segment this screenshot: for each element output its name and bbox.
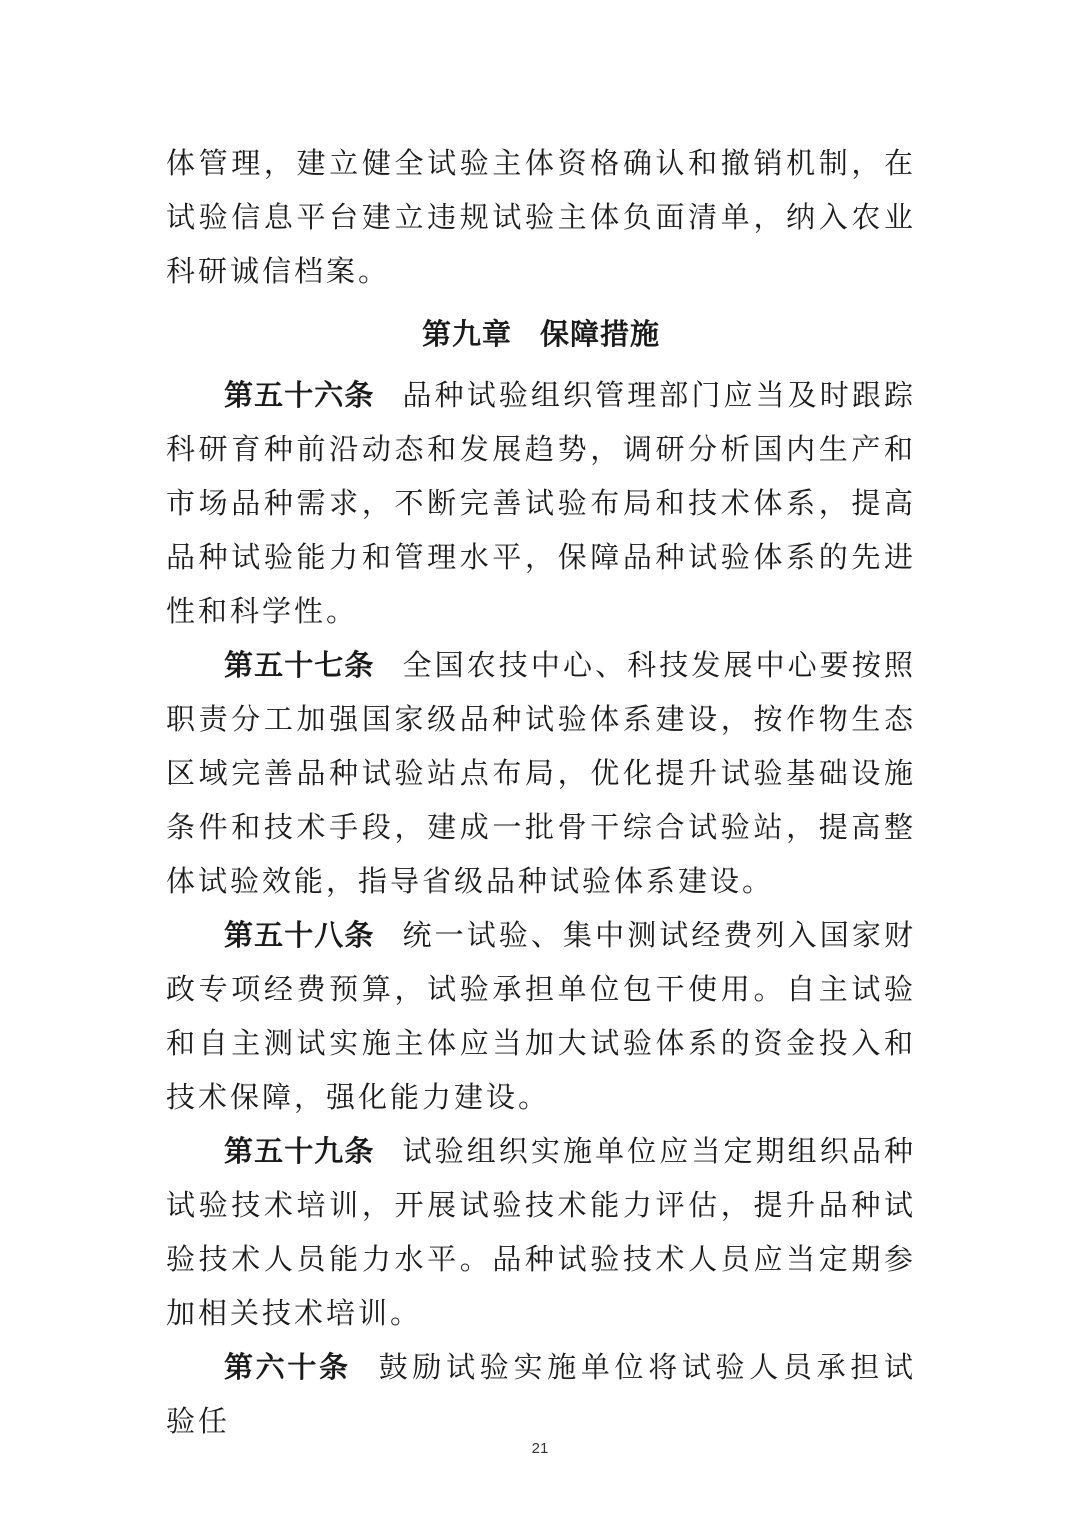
article-number: 第六十条 xyxy=(224,1350,351,1384)
article-57 xyxy=(166,638,916,908)
article-59 xyxy=(166,1124,916,1340)
chapter-heading xyxy=(166,304,916,364)
article-number: 第五十八条 xyxy=(224,918,375,952)
article-number: 第五十七条 xyxy=(224,648,375,682)
article-text: 品种试验组织管理部门应当及时跟踪科研育种前沿动态和发展趋势，调研分析国内生产和市场品种需求，不断完善试验布局和技术体系，提高品种试验能力和管理水平，保障品种试验体系的先进性和科学性。 xyxy=(166,378,916,628)
chapter-title: 保障措施 xyxy=(540,317,661,351)
article-60 xyxy=(166,1340,916,1448)
article-number: 第五十六条 xyxy=(224,378,375,412)
article-text: 全国农技中心、科技发展中心要按照职责分工加强国家级品种试验体系建设，按作物生态区域完善品种试验站点布局，优化提升试验基础设施条件和技术手段，建成一批骨干综合试验站，提高整体试验效能，指导省级品种试验体系建设。 xyxy=(166,648,916,898)
chapter-number: 第九章 xyxy=(421,317,512,351)
page-number: 21 xyxy=(531,1440,549,1457)
article-56 xyxy=(166,368,916,638)
article-text: 试验组织实施单位应当定期组织品种试验技术培训，开展试验技术能力评估，提升品种试验技术人员能力水平。品种试验技术人员应当定期参加相关技术培训。 xyxy=(166,1134,916,1330)
document-body xyxy=(166,136,916,1448)
article-58 xyxy=(166,908,916,1124)
article-text: 鼓励试验实施单位将试验人员承担试验任 xyxy=(166,1350,916,1438)
article-number: 第五十九条 xyxy=(224,1134,375,1168)
article-text: 统一试验、集中测试经费列入国家财政专项经费预算，试验承担单位包干使用。自主试验和自主测试实施主体应当加大试验体系的资金投入和技术保障，强化能力建设。 xyxy=(166,918,916,1114)
continued-paragraph: 体管理，建立健全试验主体资格确认和撤销机制，在试验信息平台建立违规试验主体负面清单，纳入农业科研诚信档案。 xyxy=(166,146,916,288)
